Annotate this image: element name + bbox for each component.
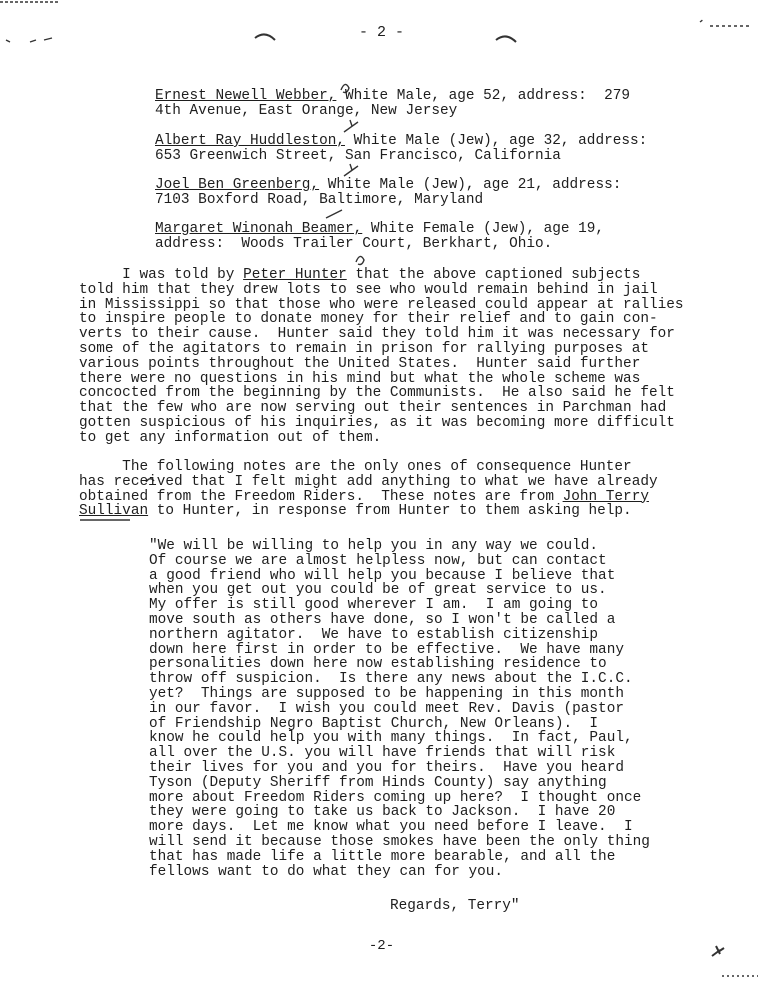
quote-line: throw off suspicion. Is there any news about the I.C.C. [149,671,633,688]
quote-line: fellows want to do what they can for you. [149,863,504,880]
paragraph-line: to inspire people to donate money for their relief and to gain con- [79,311,658,328]
paragraph-line: that the few who are now serving out their sentences in Parchman had [79,400,667,417]
subject-address: 7103 Boxford Road, Baltimore, Maryland [155,191,484,208]
subject-entry [155,178,621,207]
paragraph-notes-intro [79,460,719,519]
paragraph-line: some of the agitators to remain in prison for rallying purposes at [79,340,649,357]
quote-line: more about Freedom Riders coming up here? I thought once [149,789,642,806]
subject-name: Joel Ben Greenberg, [155,177,320,193]
subject-entry [155,222,604,251]
quote-line: "We will be willing to help you in any way we could. [149,538,599,554]
quoted-letter [149,539,650,879]
paragraph-line: gotten suspicious of his inquiries, as it was becoming more difficult [79,414,675,431]
paragraph-text: obtained from the Freedom Riders. These notes are from [79,488,563,505]
paragraph-line: various points throughout the United States. Hunter said further [79,355,641,372]
quote-line: they were going to take us back to Jackson. I have 20 [149,804,616,821]
paragraph-line: The following notes are the only ones of consequence Hunter [79,459,632,475]
quote-line: yet? Things are supposed to be happening in this month [149,685,624,702]
subject-address: 4th Avenue, East Orange, New Jersey [155,102,458,119]
handwritten-mark-5 [356,256,364,264]
paragraph-line: in Mississippi so that those who were released could appear at rallies [79,296,684,313]
quote-line: all over the U.S. you will have friends that will risk [149,745,616,762]
page-number-header: - 2 - [358,24,404,41]
paragraph-line: to get any information out of them. [79,429,382,446]
paragraph-text: that the above captioned subjects [346,267,641,283]
author-surname: Sullivan [79,503,149,520]
quote-line: will send it because those smokes have been the only thing [149,833,650,850]
quote-line: when you get out you could be of great service to us. [149,582,607,599]
quote-line: northern agitator. We have to establish citizenship [149,626,599,643]
quote-line: that has made life a little more bearable, and all the [149,848,616,865]
quote-line: My offer is still good wherever I am. I am going to [149,597,599,614]
quote-line: in our favor. I wish you could meet Rev. Davis (pastor [149,700,624,717]
quote-line: their lives for you and you for theirs. Have you heard [149,759,624,776]
subject-entry [155,134,647,163]
subject-name: Albert Ray Huddleston, [155,133,345,149]
handwritten-mark-3 [344,164,358,176]
quote-line: move south as others have done, so I won't be called a [149,611,616,628]
subject-details: White Male (Jew), age 32, address: [345,133,648,149]
subject-name: Margaret Winonah Beamer, [155,221,363,237]
subject-address: 653 Greenwich Street, San Francisco, California [155,147,561,164]
quote-line: down here first in order to be effective. We have many [149,641,624,658]
subject-details: White Female (Jew), age 19, [362,221,605,237]
paragraph-line: has received that I felt might add anything to what we have already [79,473,658,490]
paragraph-line: verts to their cause. Hunter said they told him it was necessary for [79,326,675,343]
quote-line: more days. Let me know what you need before I leave. I [149,819,633,836]
quote-line: of Friendship Negro Baptist Church, New Orleans). I [149,715,599,732]
quote-line: know he could help you with many things. In fact, Paul, [149,730,633,747]
subject-details: White Male (Jew), age 21, address: [319,177,622,193]
quote-line: Of course we are almost helpless now, but can contact [149,552,607,569]
handwritten-mark-4 [326,210,342,218]
quote-line: Tyson (Deputy Sheriff from Hinds County) say anything [149,774,607,791]
subject-details: White Male, age 52, address: 279 [336,88,630,104]
paragraph-hunter-report [79,268,719,446]
handwritten-mark-2 [344,120,358,132]
quote-line: a good friend who will help you because I believe that [149,567,616,584]
subject-entry [155,89,630,118]
paragraph-line: there were no questions in his mind but what the whole scheme was [79,370,641,387]
informant-name: Peter Hunter [243,267,347,283]
page-number-footer: -2- [368,938,395,954]
signature: Regards, Terry" [390,898,520,914]
paragraph-line: told him that they drew lots to see who would remain behind in jail [79,281,658,298]
author-name: John Terry [562,488,649,505]
subject-address: address: Woods Trailer Court, Berkhart, Ohio. [155,235,553,252]
subject-name: Ernest Newell Webber, [155,88,337,104]
paragraph-text: to Hunter, in response from Hunter to them asking help. [148,503,632,520]
paragraph-line: concocted from the beginning by the Communists. He also said he felt [79,385,675,402]
paragraph-text: I was told by [79,267,244,283]
quote-line: personalities down here now establishing residence to [149,656,607,673]
